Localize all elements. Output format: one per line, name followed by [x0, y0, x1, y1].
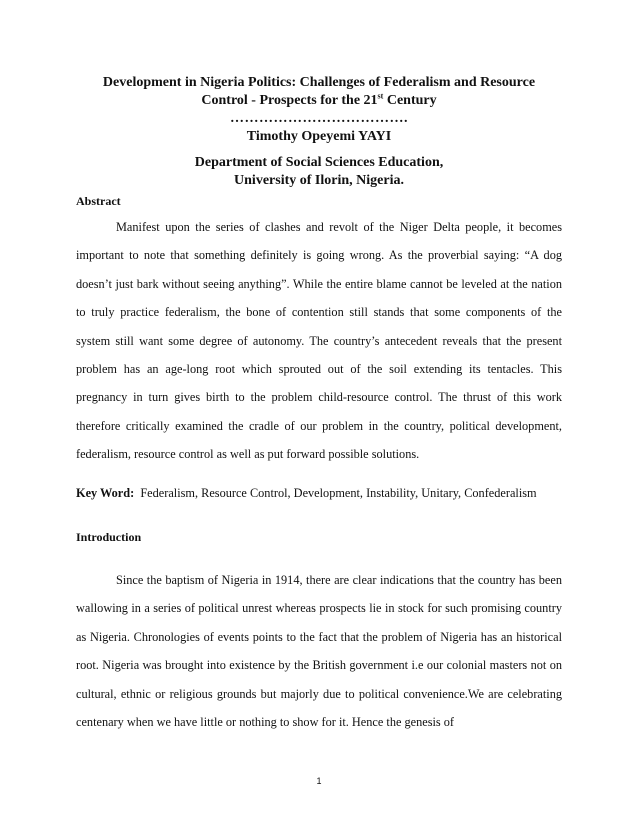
keywords-label: Key Word: [76, 486, 135, 500]
page-number: 1 [316, 776, 322, 786]
title-block [76, 74, 562, 190]
abstract-heading: Abstract [76, 194, 121, 208]
title-separator: ………………………………. [230, 111, 408, 126]
title-line-2-prefix: Control - Prospects for the 21 [201, 93, 378, 108]
paper-title-line-2 [76, 92, 562, 110]
introduction-heading: Introduction [76, 530, 142, 544]
introduction-text: Since the baptism of Nigeria in 1914, there are clear indications that the country has been wallowing in a series of political unrest whereas prospects lie in stock for such promising country as Nigeria. Chronologies of events points to the fact that the problem of Nigeria has an historical root. Nigeria was brought into existence by the British government i.e our colonial masters not on cultural, ethnic or religious grounds but majorly due to political convenience.We are celebrating centenary when we have little or nothing to show for it. Hence the genesis of [76, 573, 562, 730]
abstract-paragraph [76, 213, 562, 469]
author-university: University of Ilorin, Nigeria. [234, 173, 404, 188]
introduction-paragraph [76, 566, 562, 736]
keywords-text: Federalism, Resource Control, Development, Instability, Unitary, Confederalism [140, 486, 537, 500]
title-line-2-suffix: Century [383, 93, 437, 108]
abstract-text: Manifest upon the series of clashes and revolt of the Niger Delta people, it becomes important to note that something definitely is going wrong. As the proverbial saying: “A dog doesn’t just bark without seeing anything”. While the entire blame cannot be leveled at the nation to truly practice federalism, the bone of contention still stands that some components of the system still want some degree of autonomy. The country’s antecedent reveals that the present problem has an age-long root which sprouted out of the soil extending its tentacles. This pregnancy in turn gives birth to the problem child-resource control. The thrust of this work therefore critically examined the cradle of our problem in the country, political development, federalism, resource control as well as put forward possible solutions. [76, 220, 562, 462]
author-department: Department of Social Sciences Education, [194, 155, 444, 170]
author-name: Timothy Opeyemi YAYI [246, 129, 392, 144]
title-superscript: st [377, 91, 384, 101]
keywords-line [76, 486, 537, 501]
paper-title-line-1: Development in Nigeria Politics: Challenges of Federalism and Resource [102, 75, 536, 90]
